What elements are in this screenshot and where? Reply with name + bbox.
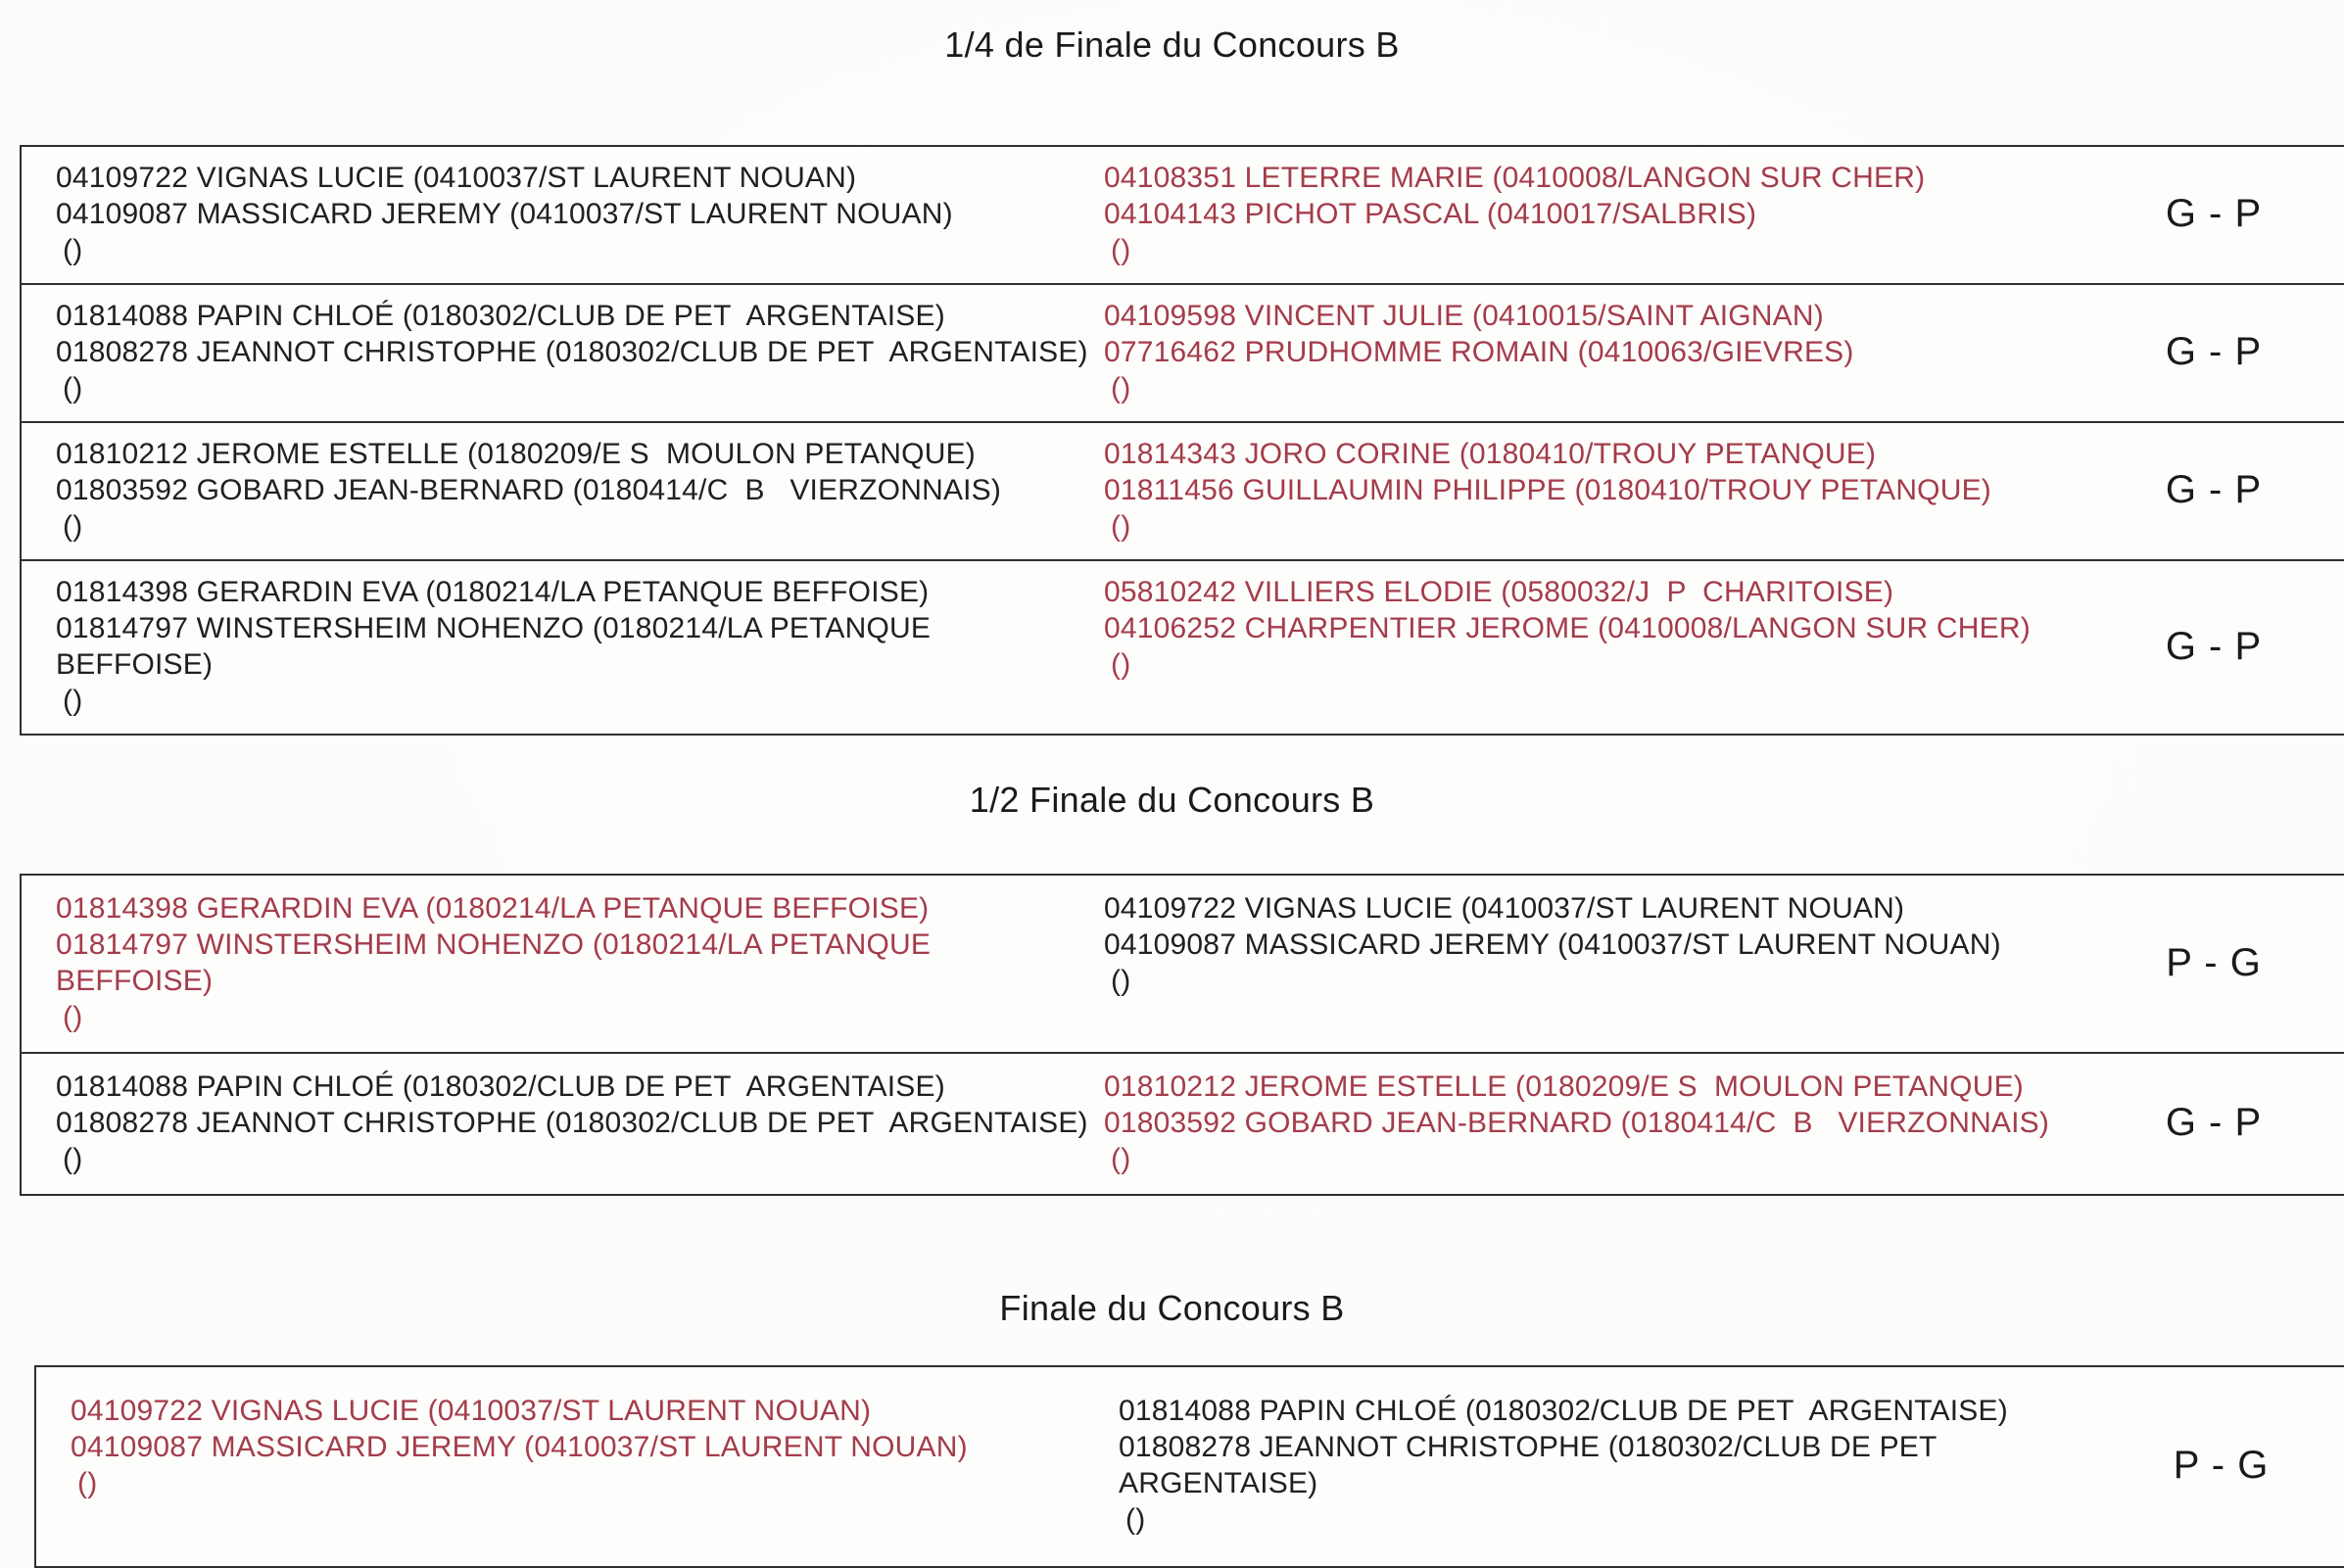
player-line: 04106252 CHARPENTIER JEROME (0410008/LANGON SUR CHER)	[1104, 612, 2031, 644]
match-result: P - G	[2173, 1443, 2270, 1487]
player-line: 01814398 GERARDIN EVA (0180214/LA PETANQUE BEFFOISE)	[56, 892, 930, 925]
team-left	[22, 1069, 1094, 1177]
player-line: 07716462 PRUDHOMME ROMAIN (0410063/GIEVRES)	[1104, 336, 1854, 368]
match-result: G - P	[2165, 1101, 2263, 1144]
player-line: 01810212 JEROME ESTELLE (0180209/E S MOULON PETANQUE)	[56, 438, 976, 470]
team-right	[1094, 1069, 2083, 1177]
match-result: G - P	[2165, 468, 2263, 511]
match-result: P - G	[2166, 940, 2262, 984]
player-line: 01803592 GOBARD JEAN-BERNARD (0180414/C B VIERZONNAIS)	[1104, 1107, 2050, 1139]
empty-parens: ()	[1111, 648, 1131, 681]
player-line: 01808278 JEANNOT CHRISTOPHE (0180302/CLUB DE PET ARGENTAISE)	[56, 1107, 1088, 1139]
empty-parens: ()	[1111, 1143, 1131, 1175]
player-line: 01814797 WINSTERSHEIM NOHENZO (0180214/LA PETANQUE BEFFOISE)	[56, 612, 939, 681]
player-line: 04109087 MASSICARD JEREMY (0410037/ST LAURENT NOUAN)	[71, 1431, 968, 1463]
team-right	[1094, 890, 2083, 1035]
section-title-final: Finale du Concours B	[999, 1288, 1345, 1328]
player-line: 01814088 PAPIN CHLOÉ (0180302/CLUB DE PET ARGENTAISE)	[56, 1070, 945, 1103]
match-result: G - P	[2165, 192, 2263, 235]
team-right	[1094, 298, 2083, 406]
player-line: 04109722 VIGNAS LUCIE (0410037/ST LAURENT NOUAN)	[71, 1395, 872, 1427]
player-line: 04109087 MASSICARD JEREMY (0410037/ST LAURENT NOUAN)	[1104, 928, 2001, 961]
team-right	[1094, 436, 2083, 545]
section-title-quarter-final: 1/4 de Finale du Concours B	[944, 24, 1400, 65]
quarter-final-table	[20, 145, 2344, 736]
empty-parens: ()	[63, 1001, 83, 1033]
player-line: 01811456 GUILLAUMIN PHILIPPE (0180410/TROUY PETANQUE)	[1104, 474, 1991, 506]
empty-parens: ()	[63, 1143, 83, 1175]
player-line: 01803592 GOBARD JEAN-BERNARD (0180414/C B VIERZONNAIS)	[56, 474, 1002, 506]
team-left	[22, 574, 1094, 719]
match-row	[22, 147, 2344, 285]
match-result: G - P	[2165, 330, 2263, 373]
final-table	[34, 1365, 2344, 1568]
empty-parens: ()	[63, 685, 83, 717]
empty-parens: ()	[77, 1467, 98, 1499]
section-title-semi-final: 1/2 Finale du Concours B	[969, 780, 1375, 820]
match-row	[22, 1054, 2344, 1194]
team-right	[1094, 160, 2083, 268]
player-line: 01814088 PAPIN CHLOÉ (0180302/CLUB DE PET ARGENTAISE)	[1119, 1395, 2008, 1427]
player-line: 01814797 WINSTERSHEIM NOHENZO (0180214/LA PETANQUE BEFFOISE)	[56, 928, 939, 997]
empty-parens: ()	[63, 372, 83, 404]
player-line: 01808278 JEANNOT CHRISTOPHE (0180302/CLUB DE PET ARGENTAISE)	[1119, 1431, 1952, 1499]
match-row	[22, 285, 2344, 423]
team-left	[22, 436, 1094, 545]
match-row	[22, 561, 2344, 734]
empty-parens: ()	[1111, 965, 1131, 997]
player-line: 01814398 GERARDIN EVA (0180214/LA PETANQUE BEFFOISE)	[56, 576, 930, 608]
team-left	[22, 298, 1094, 406]
player-line: 05810242 VILLIERS ELODIE (0580032/J P CHARITOISE)	[1104, 576, 1894, 608]
player-line: 04109722 VIGNAS LUCIE (0410037/ST LAURENT NOUAN)	[1104, 892, 1905, 925]
player-line: 01810212 JEROME ESTELLE (0180209/E S MOULON PETANQUE)	[1104, 1070, 2024, 1103]
player-line: 04109087 MASSICARD JEREMY (0410037/ST LAURENT NOUAN)	[56, 198, 953, 230]
match-result: G - P	[2165, 624, 2263, 668]
semi-final-table	[20, 874, 2344, 1196]
player-line: 04109598 VINCENT JULIE (0410015/SAINT AIGNAN)	[1104, 300, 1824, 332]
match-row	[36, 1367, 2344, 1566]
player-line: 01814343 JORO CORINE (0180410/TROUY PETANQUE)	[1104, 438, 1877, 470]
team-left	[22, 160, 1094, 268]
empty-parens: ()	[1125, 1503, 1146, 1536]
player-line: 04104143 PICHOT PASCAL (0410017/SALBRIS)	[1104, 198, 1757, 230]
player-line: 04108351 LETERRE MARIE (0410008/LANGON SUR CHER)	[1104, 162, 1926, 194]
match-row	[22, 876, 2344, 1054]
empty-parens: ()	[1111, 372, 1131, 404]
team-left	[36, 1393, 1109, 1538]
empty-parens: ()	[1111, 234, 1131, 266]
team-left	[22, 890, 1094, 1035]
player-line: 01808278 JEANNOT CHRISTOPHE (0180302/CLUB DE PET ARGENTAISE)	[56, 336, 1088, 368]
player-line: 04109722 VIGNAS LUCIE (0410037/ST LAURENT NOUAN)	[56, 162, 857, 194]
team-right	[1094, 574, 2083, 719]
empty-parens: ()	[63, 510, 83, 543]
match-row	[22, 423, 2344, 561]
team-right	[1109, 1393, 2098, 1538]
player-line: 01814088 PAPIN CHLOÉ (0180302/CLUB DE PET ARGENTAISE)	[56, 300, 945, 332]
empty-parens: ()	[63, 234, 83, 266]
empty-parens: ()	[1111, 510, 1131, 543]
